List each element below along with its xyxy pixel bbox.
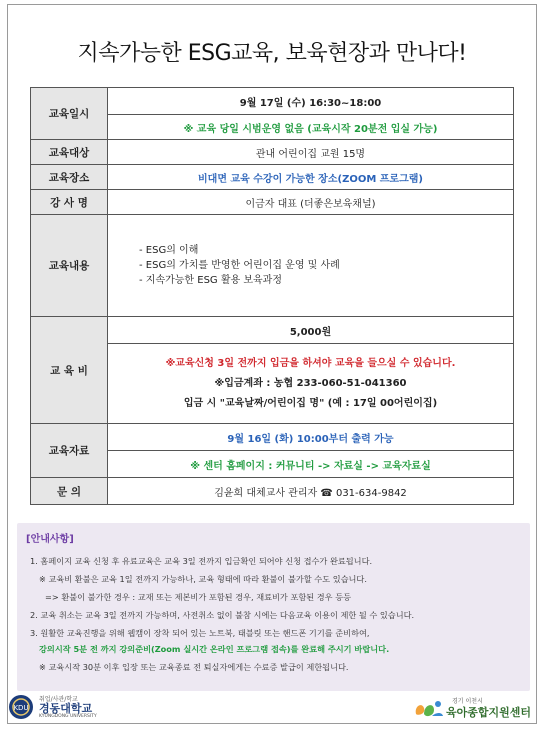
notice-line: 강의시작 5분 전 까지 강의준비(Zoom 실시간 온라인 프로그램 접속)를 완료해 주시기 바랍니다. [39, 644, 390, 654]
notice-box [17, 523, 530, 691]
content-item: - ESG의 이해 [139, 245, 199, 256]
label-content: 교육내용 [31, 215, 108, 317]
logo-left-sub: KYUNGDONG UNIVERSITY [39, 714, 97, 719]
materials-path: ※ 센터 홈페이지 : 커뮤니티 -> 자료실 -> 교육자료실 [108, 451, 514, 478]
logo-right-main: 육아종합지원센터 [446, 706, 532, 719]
value-content [108, 215, 514, 317]
content-item: - 지속가능한 ESG 활용 보육과정 [139, 275, 282, 286]
center-logo [412, 694, 532, 720]
logo-left-small: 취업/사관/학교 [39, 696, 78, 703]
svg-text:KDU: KDU [13, 704, 29, 712]
notice-line: 1. 홈페이지 교육 신청 후 유료교육은 교육 3일 전까지 입금확인 되어야 신청 접수가 완료됩니다. [30, 556, 373, 566]
notice-line: 3. 원활한 교육진행을 위해 웹캠이 장착 되어 있는 노트북, 태블릿 또는 핸드폰 기기를 준비하여, [30, 628, 370, 638]
notice-line: => 환불이 불가한 경우 : 교재 또는 제본비가 포함된 경우, 재료비가 포함된 경우 등등 [45, 592, 352, 602]
note-date: ※ 교육 당일 시범운영 없음 (교육시작 20분전 입실 가능) [108, 115, 514, 140]
value-inquiry: 김윤희 대체교사 관리자 ☎ 031-634-9842 [108, 478, 514, 505]
notice-heading: [안내사항] [26, 534, 74, 545]
label-fee: 교 육 비 [31, 317, 108, 424]
fee-details [108, 344, 514, 424]
label-materials: 교육자료 [31, 424, 108, 478]
logo-right-small: 경기 이천시 [452, 698, 483, 705]
value-lecturer: 이금자 대표 (더좋은보육채널) [108, 190, 514, 215]
value-target: 관내 어린이집 교원 15명 [108, 140, 514, 165]
value-place: 비대면 교육 수강이 가능한 장소(ZOOM 프로그램) [108, 165, 514, 190]
childcare-center-emblem-icon [412, 696, 444, 720]
value-date: 9월 17일 (수) 16:30~18:00 [108, 88, 514, 115]
page-title: 지속가능한 ESG교육, 보육현장과 만나다! [77, 41, 467, 66]
university-emblem-icon [8, 694, 34, 720]
label-target: 교육대상 [31, 140, 108, 165]
info-table [30, 87, 514, 505]
fee-warning: ※교육신청 3일 전까지 입금을 하셔야 교육을 들으실 수 있습니다. [165, 357, 456, 369]
value-materials: 9월 16일 (화) 10:00부터 출력 가능 [108, 424, 514, 451]
notice-line: ※ 교육비 환불은 교육 1일 전까지 가능하나, 교육 형태에 따라 환불이 불가할 수도 있습니다. [39, 574, 367, 584]
fee-depositor: 입금 시 "교육날짜/어린이집 명" (예 : 17일 00어린이집) [183, 397, 438, 409]
label-inquiry: 문 의 [31, 478, 108, 505]
value-fee-amount: 5,000원 [108, 317, 514, 344]
notice-line: 2. 교육 취소는 교육 3일 전까지 가능하며, 사전취소 없이 불참 시에는 다음교육 이용이 제한 될 수 있습니다. [30, 610, 415, 620]
label-lecturer: 강 사 명 [31, 190, 108, 215]
label-date: 교육일시 [31, 88, 108, 140]
notice-line: ※ 교육시작 30분 이후 입장 또는 교육종료 전 퇴실자에게는 수료증 발급이 제한됩니다. [39, 662, 349, 672]
fee-account: ※입금계좌 : 농협 233-060-51-041360 [214, 377, 407, 389]
label-place: 교육장소 [31, 165, 108, 190]
content-item: - ESG의 가치를 반영한 어린이집 운영 및 사례 [139, 260, 340, 271]
content-list [109, 243, 512, 288]
logo-left-main: 경동대학교 [39, 702, 93, 715]
